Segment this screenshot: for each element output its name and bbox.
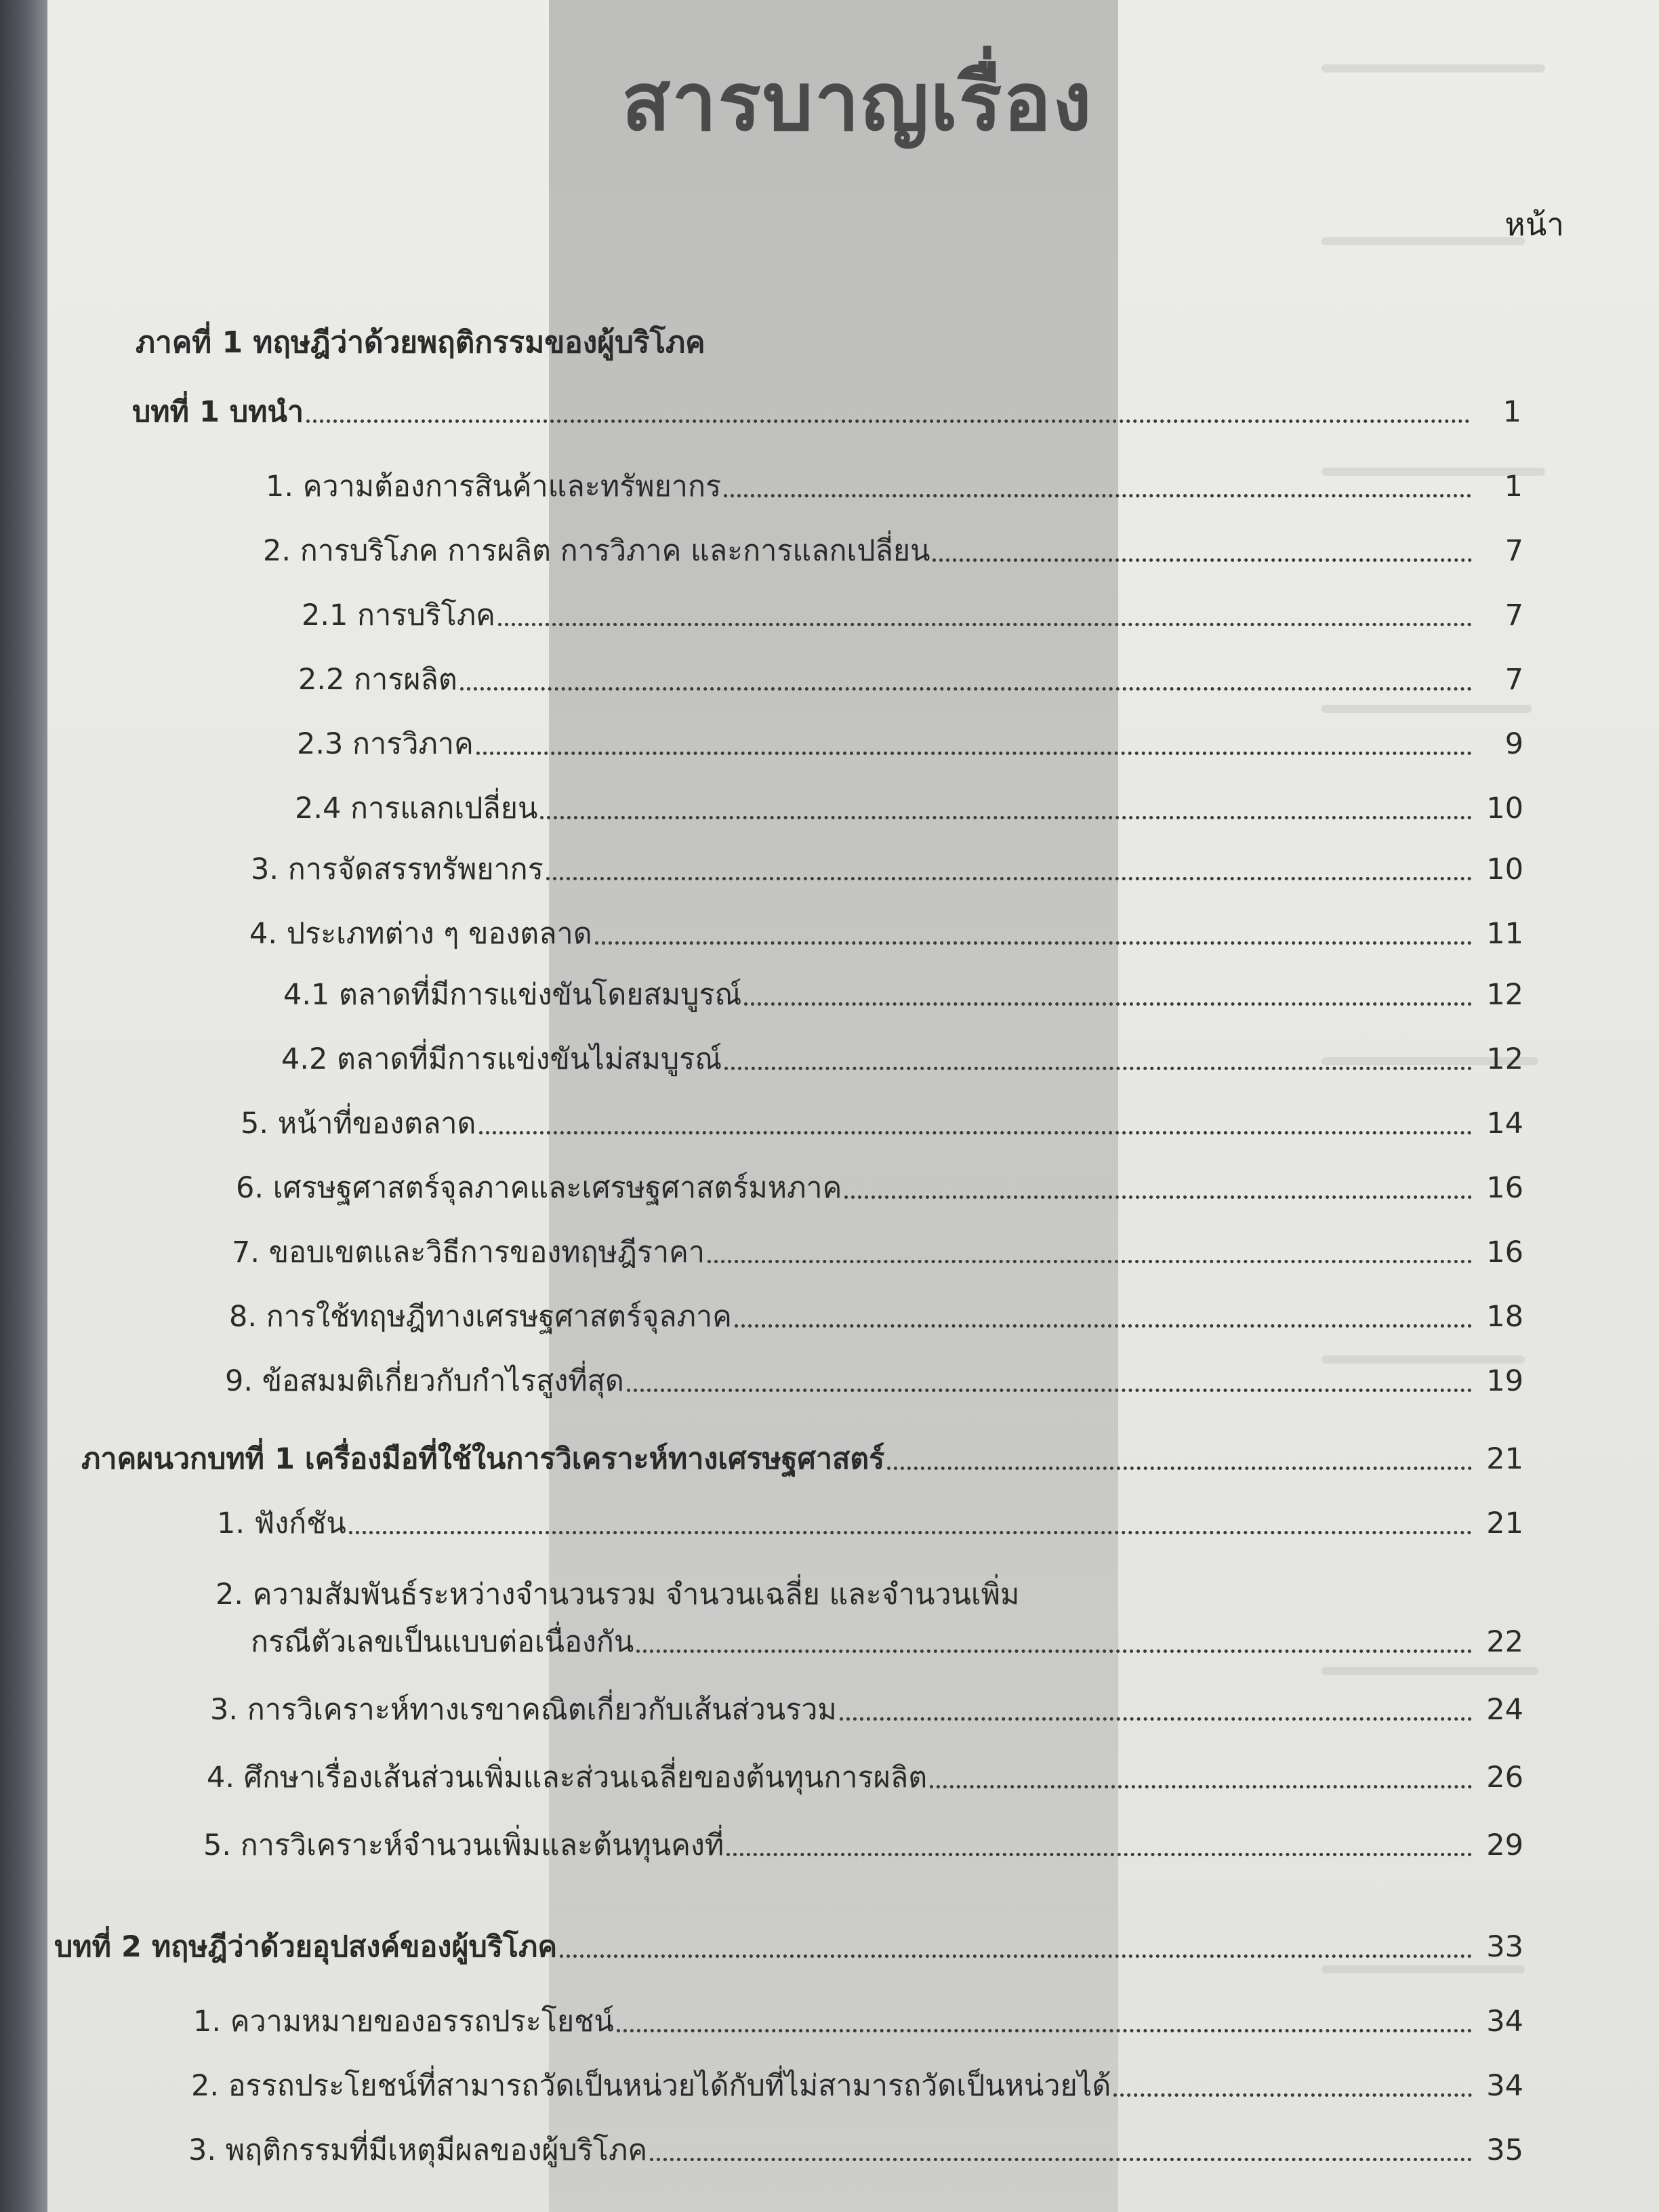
entry-title: บทที่ 1 บทนำ	[132, 395, 304, 429]
dot-leader	[460, 687, 1472, 691]
entry-title: 3. การจัดสรรทรัพยากร	[251, 853, 544, 886]
entry-title: 5. หน้าที่ของตลาด	[241, 1107, 476, 1141]
dot-leader	[930, 1785, 1472, 1788]
toc-entry[interactable]	[191, 2060, 1523, 2101]
bleed-through	[1322, 705, 1532, 713]
entry-title: 4.2 ตลาดที่มีการแข่งขันไม่สมบูรณ์	[281, 1042, 722, 1076]
toc-entry-chapter[interactable]	[54, 1921, 1523, 1962]
toc-page	[47, 0, 1659, 2212]
entry-page: 26	[1486, 1761, 1523, 1795]
toc-entry[interactable]	[266, 461, 1523, 504]
toc-entry[interactable]	[281, 1033, 1523, 1074]
entry-title: 7. ขอบเขตและวิธีการของทฤษฎีราคา	[232, 1235, 705, 1269]
entry-page: 10	[1486, 853, 1523, 886]
entry-page: 34	[1486, 2005, 1523, 2039]
dot-leader	[546, 877, 1472, 880]
entry-title: 1. ความต้องการสินค้าและทรัพยากร	[266, 470, 722, 504]
entry-page: 21	[1486, 1442, 1523, 1476]
toc-entry[interactable]	[302, 590, 1523, 630]
toc-entry[interactable]	[251, 844, 1523, 884]
entry-page: 19	[1486, 1364, 1523, 1398]
dot-leader	[726, 1853, 1472, 1856]
toc-entry[interactable]	[210, 1684, 1523, 1725]
dot-leader	[650, 2158, 1472, 2161]
entry-page: 9	[1504, 727, 1523, 761]
entry-title: บทที่ 2 ทฤษฎีว่าด้วยอุปสงค์ของผู้บริโภค	[54, 1930, 558, 1964]
toc-entry-chapter[interactable]	[132, 386, 1521, 427]
entry-page: 24	[1486, 1693, 1523, 1727]
entry-page: 16	[1486, 1235, 1523, 1269]
dot-leader	[933, 558, 1472, 562]
entry-page: 29	[1486, 1828, 1523, 1862]
toc-entry[interactable]	[193, 1996, 1523, 2039]
entry-title: 2.2 การผลิต	[298, 663, 457, 697]
toc-entry[interactable]	[295, 783, 1523, 823]
entry-page: 14	[1486, 1107, 1523, 1141]
entry-title: 3. การวิเคราะห์ทางเรขาคณิตเกี่ยวกับเส้นส่วนรวม	[210, 1693, 837, 1727]
entry-page: 1	[1502, 395, 1521, 429]
entry-page: 18	[1486, 1300, 1523, 1334]
page-column-header: หน้า	[1504, 206, 1564, 243]
entry-page: 7	[1504, 534, 1523, 568]
toc-entry[interactable]	[236, 1162, 1523, 1203]
dot-leader	[479, 1131, 1473, 1134]
entry-page: 34	[1486, 2069, 1523, 2103]
entry-title: 8. การใช้ทฤษฎีทางเศรษฐศาสตร์จุลภาค	[229, 1300, 732, 1334]
dot-leader	[540, 816, 1472, 819]
dot-leader	[560, 1954, 1472, 1958]
toc-entry[interactable]	[203, 1820, 1523, 1860]
entry-title: 5. การวิเคราะห์จำนวนเพิ่มและต้นทุนคงที่	[203, 1828, 724, 1862]
entry-page: 33	[1486, 1930, 1523, 1964]
toc-entry-appendix[interactable]	[81, 1433, 1523, 1474]
part-heading: ภาคที่ 1 ทฤษฎีว่าด้วยพฤติกรรมของผู้บริโภค	[136, 325, 705, 360]
dot-leader	[636, 1650, 1472, 1653]
entry-title: 6. เศรษฐศาสตร์จุลภาคและเศรษฐศาสตร์มหภาค	[236, 1171, 842, 1205]
dot-leader	[724, 494, 1471, 497]
entry-page: 16	[1486, 1171, 1523, 1205]
toc-entry[interactable]	[232, 1227, 1523, 1267]
toc-entry[interactable]	[241, 1098, 1523, 1139]
entry-page: 35	[1486, 2133, 1523, 2167]
toc-entry[interactable]	[297, 718, 1523, 759]
toc-entry[interactable]	[217, 1498, 1523, 1538]
entry-title: 2.1 การบริโภค	[302, 598, 495, 632]
entry-title: 2.3 การวิภาค	[297, 727, 474, 761]
entry-page: 12	[1486, 1042, 1523, 1076]
bleed-through	[1322, 237, 1525, 245]
bleed-through	[1322, 1667, 1538, 1675]
dot-leader	[476, 752, 1472, 755]
toc-entry[interactable]	[251, 1616, 1523, 1657]
entry-title: กรณีตัวเลขเป็นแบบต่อเนื่องกัน	[251, 1625, 634, 1659]
entry-title: 9. ข้อสมมติเกี่ยวกับกำไรสูงที่สุด	[225, 1364, 624, 1398]
toc-entry[interactable]	[249, 908, 1523, 949]
dot-leader	[744, 1002, 1472, 1006]
entry-title: 1. ฟังก์ชัน	[217, 1507, 346, 1540]
entry-page: 1	[1504, 470, 1523, 504]
dot-leader	[349, 1531, 1472, 1534]
entry-page: 21	[1486, 1507, 1523, 1540]
dot-leader	[708, 1260, 1472, 1263]
bleed-through	[1322, 1965, 1525, 1973]
dot-leader	[724, 1067, 1472, 1070]
dot-leader	[306, 419, 1470, 423]
dot-leader	[627, 1389, 1472, 1392]
toc-entry[interactable]	[207, 1752, 1523, 1793]
toc-entry[interactable]	[229, 1291, 1523, 1332]
entry-page: 10	[1486, 792, 1523, 825]
entry-page: 7	[1504, 598, 1523, 632]
toc-entry[interactable]	[263, 525, 1523, 566]
entry-page: 7	[1504, 663, 1523, 697]
dot-leader	[1113, 2093, 1472, 2097]
dot-leader	[735, 1324, 1472, 1328]
entry-page: 22	[1486, 1625, 1523, 1659]
entry-title: 4. ประเภทต่าง ๆ ของตลาด	[249, 917, 592, 951]
bleed-through	[1322, 64, 1545, 73]
toc-entry[interactable]	[188, 2125, 1523, 2165]
entry-title: 4.1 ตลาดที่มีการแข่งขันโดยสมบูรณ์	[283, 978, 742, 1012]
entry-title: 4. ศึกษาเรื่องเส้นส่วนเพิ่มและส่วนเฉลี่ยของต้นทุนการผลิต	[207, 1761, 928, 1795]
toc-entry-first-line: 2. ความสัมพันธ์ระหว่างจำนวนรวม จำนวนเฉลี่ย และจำนวนเพิ่ม	[216, 1578, 1020, 1612]
toc-entry[interactable]	[283, 969, 1523, 1010]
book-binding	[0, 0, 47, 2212]
entry-title: 2.4 การแลกเปลี่ยน	[295, 792, 538, 825]
dot-leader	[844, 1195, 1472, 1199]
entry-page: 11	[1486, 917, 1523, 951]
entry-title: 2. การบริโภค การผลิต การวิภาค และการแลกเปลี่ยน	[263, 534, 930, 568]
dot-leader	[498, 623, 1472, 626]
entry-title: 2. อรรถประโยชน์ที่สามารถวัดเป็นหน่วยได้กับที่ไม่สามารถวัดเป็นหน่วยได้	[191, 2069, 1111, 2103]
toc-entry[interactable]	[225, 1355, 1523, 1396]
dot-leader	[840, 1717, 1472, 1721]
entry-title: 3. พฤติกรรมที่มีเหตุมีผลของผู้บริโภค	[188, 2133, 648, 2167]
page-title: สารบาญเรื่อง	[621, 55, 1093, 148]
toc-entry[interactable]	[298, 654, 1523, 695]
dot-leader	[617, 2029, 1472, 2032]
entry-title: ภาคผนวกบทที่ 1 เครื่องมือที่ใช้ในการวิเคราะห์ทางเศรษฐศาสตร์	[81, 1442, 885, 1476]
dot-leader	[595, 941, 1472, 945]
entry-page: 12	[1486, 978, 1523, 1012]
entry-title: 1. ความหมายของอรรถประโยชน์	[193, 2005, 614, 2039]
dot-leader	[887, 1467, 1472, 1470]
